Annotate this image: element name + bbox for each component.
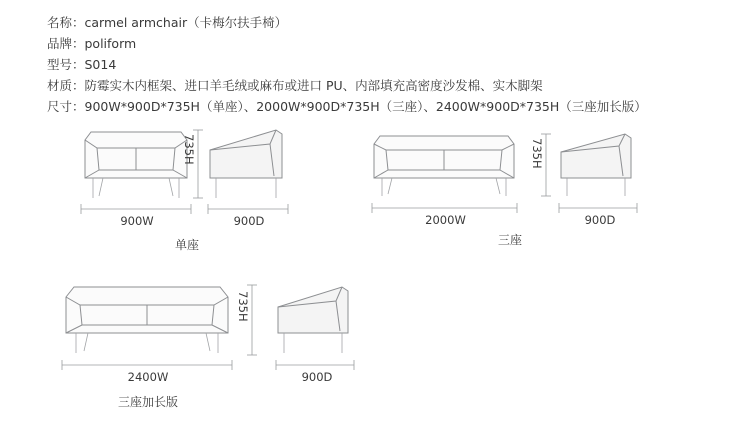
specification-list [47, 12, 707, 117]
three-seat-long-caption: 三座加长版 [117, 395, 178, 409]
spec-line-material: 材质：防霉实木内框架、进口羊毛绒或麻布或进口 PU、内部填充高密度沙发棉、实木脚架 [47, 78, 543, 93]
three-seat-depth-label: 900D [584, 213, 616, 227]
single-seat-depth-label: 900D [233, 214, 265, 228]
three-seat-width-label: 2000W [425, 213, 466, 227]
three-seat-long-side-view [272, 281, 362, 366]
spec-line-brand: 品牌：poliform [47, 36, 137, 51]
single-seat-caption: 单座 [174, 238, 199, 252]
three-seat-long-front-view [58, 281, 238, 366]
three-seat-height-label: 735H [530, 138, 544, 169]
single-seat-width-label: 900W [120, 214, 154, 228]
three-seat-caption: 三座 [497, 233, 522, 247]
figure-three-seat-long [50, 273, 360, 413]
single-seat-height-label: 735H [182, 134, 196, 165]
spec-line-size: 尺寸：900W*900D*735H（单座）、2000W*900D*735H（三座）、2400W*900D*735H（三座加长版） [47, 99, 647, 114]
figure-single-seat [72, 118, 322, 252]
spec-line-name: 名称：carmel armchair（卡梅尔扶手椅） [47, 15, 288, 30]
three-seat-long-height-label: 735H [236, 291, 250, 322]
three-seat-long-depth-label: 900D [301, 370, 333, 384]
spec-line-model: 型号：S014 [47, 57, 117, 72]
technical-drawings [0, 118, 750, 428]
figure-three-seat [360, 118, 660, 248]
three-seat-long-width-label: 2400W [127, 370, 169, 384]
